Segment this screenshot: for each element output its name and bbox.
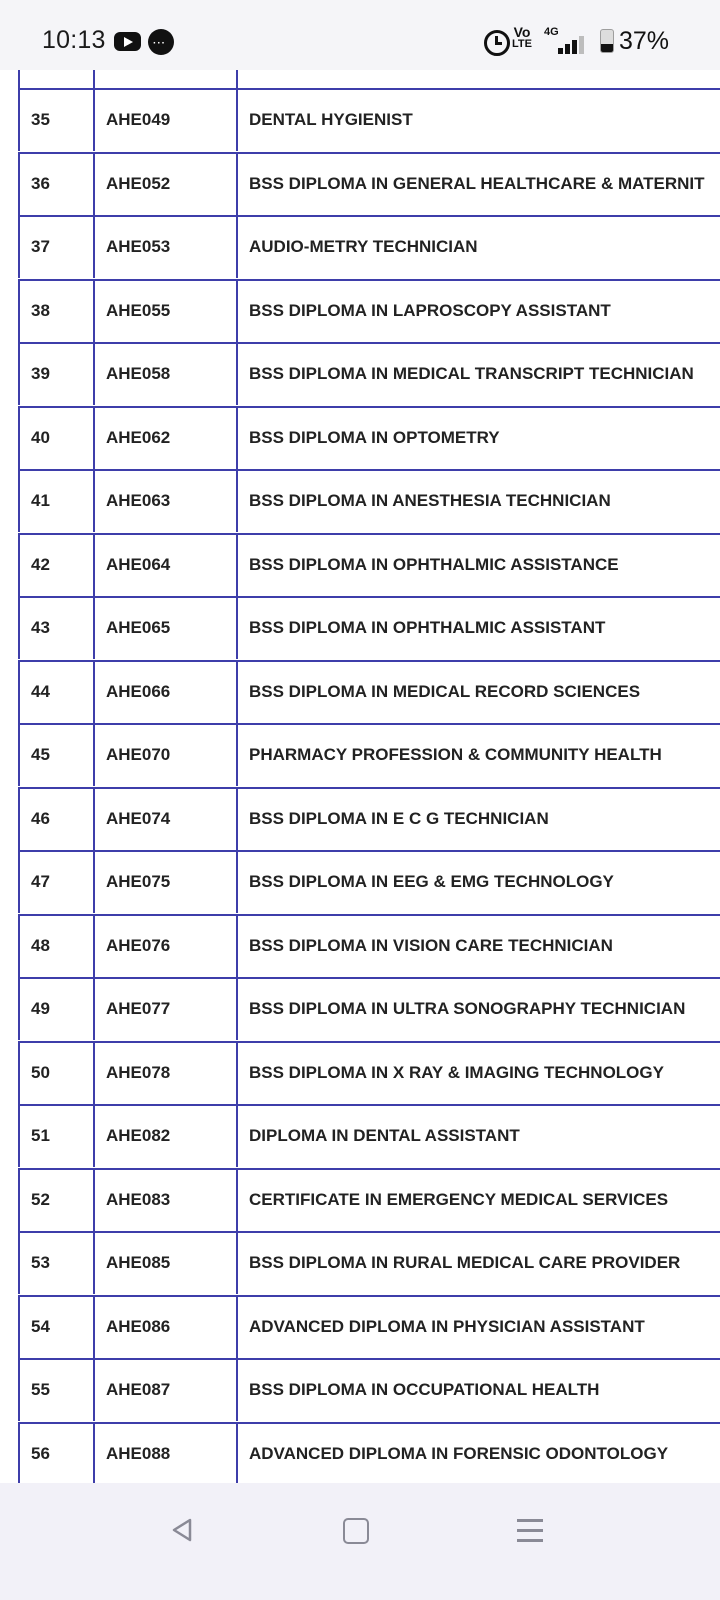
battery-percent: 37% <box>619 27 670 55</box>
battery-icon <box>600 29 614 53</box>
table-row <box>0 342 720 405</box>
row-course-code: AHE085 <box>106 1253 171 1272</box>
row-course-code: AHE052 <box>106 173 171 193</box>
row-course-code: AHE055 <box>106 300 171 320</box>
row-serial-number: 39 <box>31 364 50 383</box>
row-course-name: BSS DIPLOMA IN MEDICAL TRANSCRIPT TECHNICIAN <box>249 364 694 383</box>
row-serial-number: 56 <box>31 1443 50 1463</box>
row-course-name: BSS DIPLOMA IN EEG & EMG TECHNOLOGY <box>249 872 614 891</box>
row-course-code: AHE063 <box>106 491 171 510</box>
row-course-code: AHE053 <box>106 237 171 256</box>
row-serial-number: 45 <box>31 745 50 764</box>
row-course-code: AHE070 <box>106 745 171 764</box>
row-serial-number: 48 <box>31 935 50 955</box>
table-row <box>0 88 720 151</box>
alarm-icon <box>484 30 510 56</box>
table-row <box>0 596 720 659</box>
row-course-name: BSS DIPLOMA IN OPHTHALMIC ASSISTANCE <box>249 554 619 574</box>
row-course-code: AHE082 <box>106 1126 171 1145</box>
table-row <box>0 1295 720 1358</box>
row-course-name: ADVANCED DIPLOMA IN PHYSICIAN ASSISTANT <box>249 1316 645 1336</box>
table-row <box>0 977 720 1040</box>
message-icon: ··· <box>148 29 174 55</box>
row-course-name: BSS DIPLOMA IN MEDICAL RECORD SCIENCES <box>249 681 641 701</box>
table-row <box>0 469 720 532</box>
table-row <box>0 914 720 977</box>
navigation-bar <box>0 1483 720 1600</box>
row-course-name: BSS DIPLOMA IN OPTOMETRY <box>249 427 500 447</box>
row-serial-number: 40 <box>31 427 50 447</box>
row-serial-number: 49 <box>31 999 50 1018</box>
table-row <box>0 787 720 850</box>
row-course-name: ADVANCED DIPLOMA IN FORENSIC ODONTOLOGY <box>249 1443 669 1463</box>
row-course-code: AHE087 <box>106 1380 171 1399</box>
network-type: 4G <box>544 26 559 38</box>
row-course-code: AHE088 <box>106 1443 171 1463</box>
row-course-code: AHE058 <box>106 364 171 383</box>
table-row <box>0 1168 720 1231</box>
row-course-name: BSS DIPLOMA IN VISION CARE TECHNICIAN <box>249 935 613 955</box>
row-course-code: AHE074 <box>106 808 171 828</box>
table-row <box>0 533 720 596</box>
row-serial-number: 36 <box>31 173 50 193</box>
row-serial-number: 38 <box>31 300 50 320</box>
table-row-partial <box>0 70 720 88</box>
volte-vo-label: Vo <box>513 24 531 40</box>
row-serial-number: 54 <box>31 1316 50 1336</box>
row-course-name: AUDIO-METRY TECHNICIAN <box>249 237 478 256</box>
row-serial-number: 41 <box>31 491 50 510</box>
volte-lte-label: LTE <box>512 38 532 50</box>
table-row <box>0 660 720 723</box>
row-course-name: BSS DIPLOMA IN OCCUPATIONAL HEALTH <box>249 1380 600 1399</box>
youtube-icon <box>114 32 141 51</box>
back-icon[interactable] <box>168 1516 196 1544</box>
table-row <box>0 215 720 278</box>
row-serial-number: 52 <box>31 1189 50 1209</box>
row-course-code: AHE075 <box>106 872 171 891</box>
row-course-name: BSS DIPLOMA IN X RAY & IMAGING TECHNOLOGY <box>249 1062 664 1082</box>
row-course-name: BSS DIPLOMA IN LAPROSCOPY ASSISTANT <box>249 300 611 320</box>
row-serial-number: 55 <box>31 1380 50 1399</box>
row-course-name: DIPLOMA IN DENTAL ASSISTANT <box>249 1126 520 1145</box>
row-course-name: DENTAL HYGIENIST <box>249 110 413 129</box>
recent-apps-icon[interactable] <box>517 1519 543 1541</box>
row-serial-number: 53 <box>31 1253 50 1272</box>
row-serial-number: 46 <box>31 808 50 828</box>
row-course-name: PHARMACY PROFESSION & COMMUNITY HEALTH <box>249 745 662 764</box>
table-row <box>0 723 720 786</box>
table-row <box>0 1104 720 1167</box>
row-course-name: BSS DIPLOMA IN GENERAL HEALTHCARE & MATERNIT <box>249 173 705 193</box>
row-course-code: AHE076 <box>106 935 171 955</box>
table-row <box>0 1231 720 1294</box>
row-course-name: BSS DIPLOMA IN ANESTHESIA TECHNICIAN <box>249 491 611 510</box>
table-row <box>0 1422 720 1484</box>
row-course-code: AHE064 <box>106 554 171 574</box>
row-serial-number: 42 <box>31 554 50 574</box>
row-course-code: AHE077 <box>106 999 171 1018</box>
signal-icon <box>554 36 590 54</box>
row-serial-number: 37 <box>31 237 50 256</box>
row-serial-number: 47 <box>31 872 50 891</box>
table-row <box>0 1041 720 1104</box>
status-bar <box>0 0 720 70</box>
row-course-name: BSS DIPLOMA IN E C G TECHNICIAN <box>249 808 549 828</box>
table-row <box>0 850 720 913</box>
row-serial-number: 50 <box>31 1062 50 1082</box>
table-row <box>0 279 720 342</box>
clock: 10:13 <box>42 26 106 54</box>
volte-indicator <box>508 26 536 50</box>
row-serial-number: 51 <box>31 1126 50 1145</box>
battery-fill <box>601 44 613 52</box>
row-serial-number: 43 <box>31 618 50 637</box>
row-course-name: CERTIFICATE IN EMERGENCY MEDICAL SERVICES <box>249 1189 669 1209</box>
row-serial-number: 35 <box>31 110 50 129</box>
row-course-code: AHE078 <box>106 1062 171 1082</box>
row-course-code: AHE083 <box>106 1189 171 1209</box>
home-icon[interactable] <box>343 1518 369 1544</box>
row-course-code: AHE065 <box>106 618 171 637</box>
row-course-code: AHE086 <box>106 1316 171 1336</box>
row-course-code: AHE049 <box>106 110 171 129</box>
row-course-name: BSS DIPLOMA IN RURAL MEDICAL CARE PROVIDER <box>249 1253 681 1272</box>
row-serial-number: 44 <box>31 681 50 701</box>
table-row <box>0 406 720 469</box>
table-row <box>0 152 720 215</box>
table-row <box>0 1358 720 1421</box>
row-course-code: AHE066 <box>106 681 171 701</box>
row-course-code: AHE062 <box>106 427 171 447</box>
row-course-name: BSS DIPLOMA IN OPHTHALMIC ASSISTANT <box>249 618 606 637</box>
row-course-name: BSS DIPLOMA IN ULTRA SONOGRAPHY TECHNICIAN <box>249 999 686 1018</box>
